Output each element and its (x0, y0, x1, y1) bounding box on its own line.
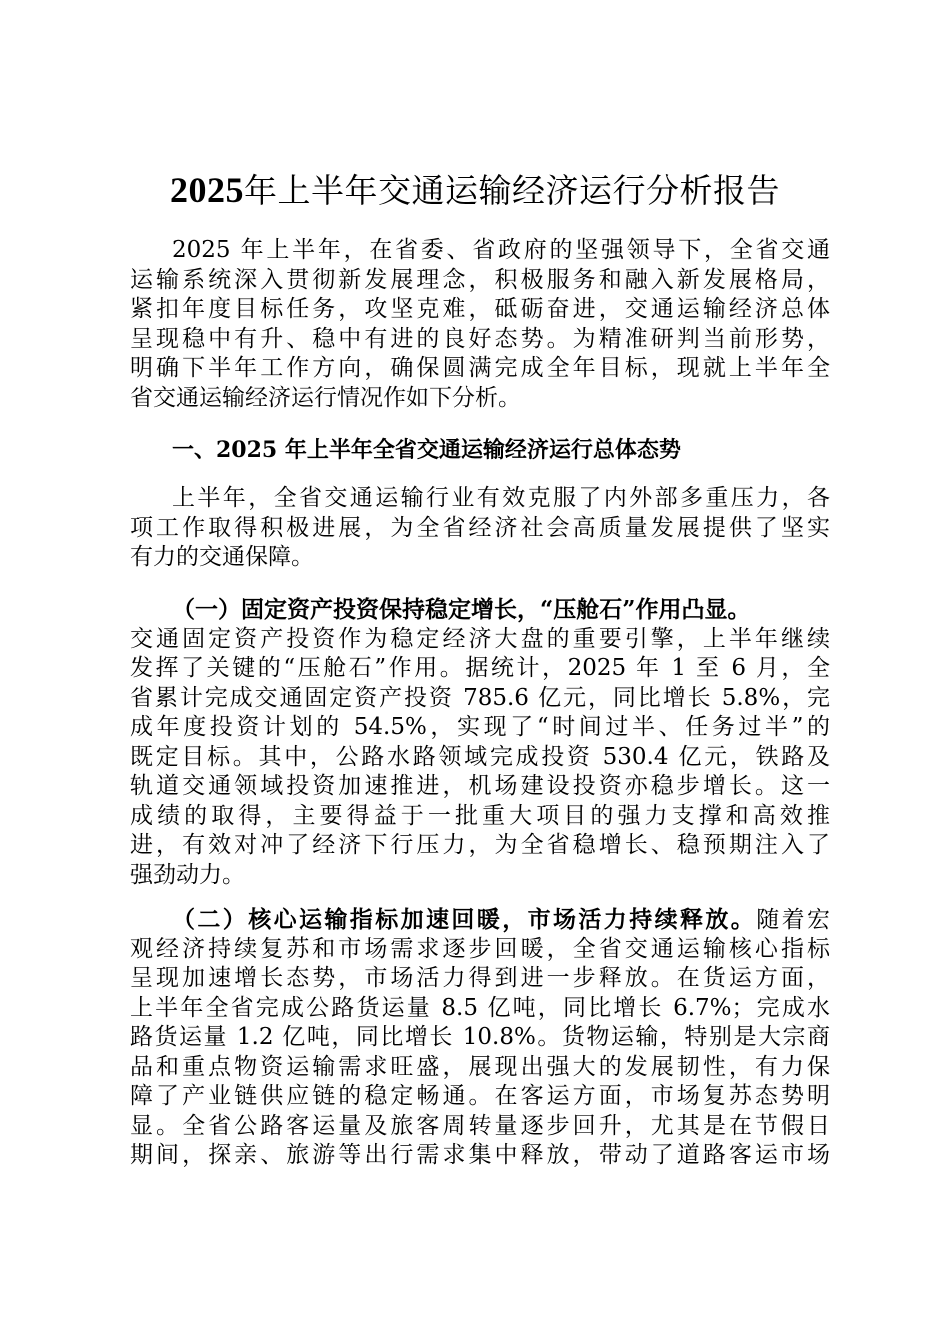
paragraph-line: 呈现加速增长态势，市场活力得到进一步释放。在货运方面， (130, 965, 830, 991)
paragraph-line: 成年度投资计划的 54.5%，实现了“时间过半、任务过半”的 (130, 714, 830, 740)
paragraph-line: 明确下半年工作方向，确保圆满完成全年目标，现就上半年全 (130, 355, 830, 381)
title-text: 年上半年交通运输经济运行分析报告 (244, 171, 780, 210)
subsection-lead: （一）固定资产投资保持稳定增长，“压舱石”作用凸显。 (172, 596, 751, 623)
paragraph-line: 项工作取得积极进展，为全省经济社会高质量发展提供了坚实 (130, 514, 830, 541)
paragraph-line: 轨道交通领域投资加速推进，机场建设投资亦稳步增长。这一 (130, 773, 830, 799)
section1-paragraph (130, 484, 830, 573)
paragraph-line: 观经济持续复苏和市场需求逐步回暖，全省交通运输核心指标 (130, 935, 830, 962)
paragraph-line: 品和重点物资运输需求旺盛，展现出强大的发展韧性，有力保 (130, 1053, 830, 1080)
subsection-lead: （二）核心运输指标加速回暖，市场活力持续释放。 (172, 906, 757, 933)
subsection-lead-tail: 随着宏 (756, 907, 831, 933)
paragraph-line: 交通固定资产投资作为稳定经济大盘的重要引擎，上半年继续 (130, 625, 830, 652)
paragraph-line: 障了产业链供应链的稳定畅通。在客运方面，市场复苏态势明 (130, 1083, 830, 1109)
paragraph-line: 既定目标。其中，公路水路领域完成投资 530.4 亿元，铁路及 (130, 743, 830, 770)
document-title (0, 166, 950, 215)
paragraph-line: 有力的交通保障。 (130, 544, 314, 570)
paragraph-line: 呈现稳中有升、稳中有进的良好态势。为精准研判当前形势， (130, 325, 830, 352)
paragraph-line: 上半年，全省交通运输行业有效克服了内外部多重压力，各 (172, 485, 830, 511)
paragraph-line: 省交通运输经济运行情况作如下分析。 (130, 384, 521, 411)
paragraph-line: 强劲动力。 (130, 861, 245, 888)
paragraph-line: 上半年全省完成公路货运量 8.5 亿吨，同比增长 6.7%；完成水 (130, 994, 830, 1021)
paragraph-line: 2025 年上半年，在省委、省政府的坚强领导下，全省交通 (172, 237, 830, 263)
paragraph-line: 路货运量 1.2 亿吨，同比增长 10.8%。货物运输，特别是大宗商 (130, 1024, 830, 1050)
paragraph-line: 省累计完成交通固定资产投资 785.6 亿元，同比增长 5.8%，完 (130, 684, 830, 711)
paragraph-line: 进，有效对冲了经济下行压力，为全省稳增长、稳预期注入了 (130, 832, 830, 858)
title-year: 2025 (170, 170, 244, 210)
paragraph-line: 发挥了关键的“压舱石”作用。据统计，2025 年 1 至 6 月，全 (130, 655, 830, 681)
intro-paragraph (130, 236, 830, 413)
paragraph-line: 运输系统深入贯彻新发展理念，积极服务和融入新发展格局， (130, 266, 830, 293)
subsection1-paragraph (130, 595, 830, 890)
subsection-lead-line (130, 595, 830, 625)
paragraph-line: 显。全省公路客运量及旅客周转量逐步回升，尤其是在节假日 (130, 1112, 830, 1139)
paragraph-line: 紧扣年度目标任务，攻坚克难，砥砺奋进，交通运输经济总体 (130, 296, 830, 322)
section-heading: 一、2025 年上半年全省交通运输经济运行总体态势 (172, 437, 681, 463)
paragraph-line: 成绩的取得，主要得益于一批重大项目的强力支撑和高效推 (130, 802, 830, 829)
paragraph-line: 期间，探亲、旅游等出行需求集中释放，带动了道路客运市场 (130, 1142, 830, 1168)
subsection-lead-line (130, 905, 830, 935)
subsection2-paragraph (130, 905, 830, 1171)
